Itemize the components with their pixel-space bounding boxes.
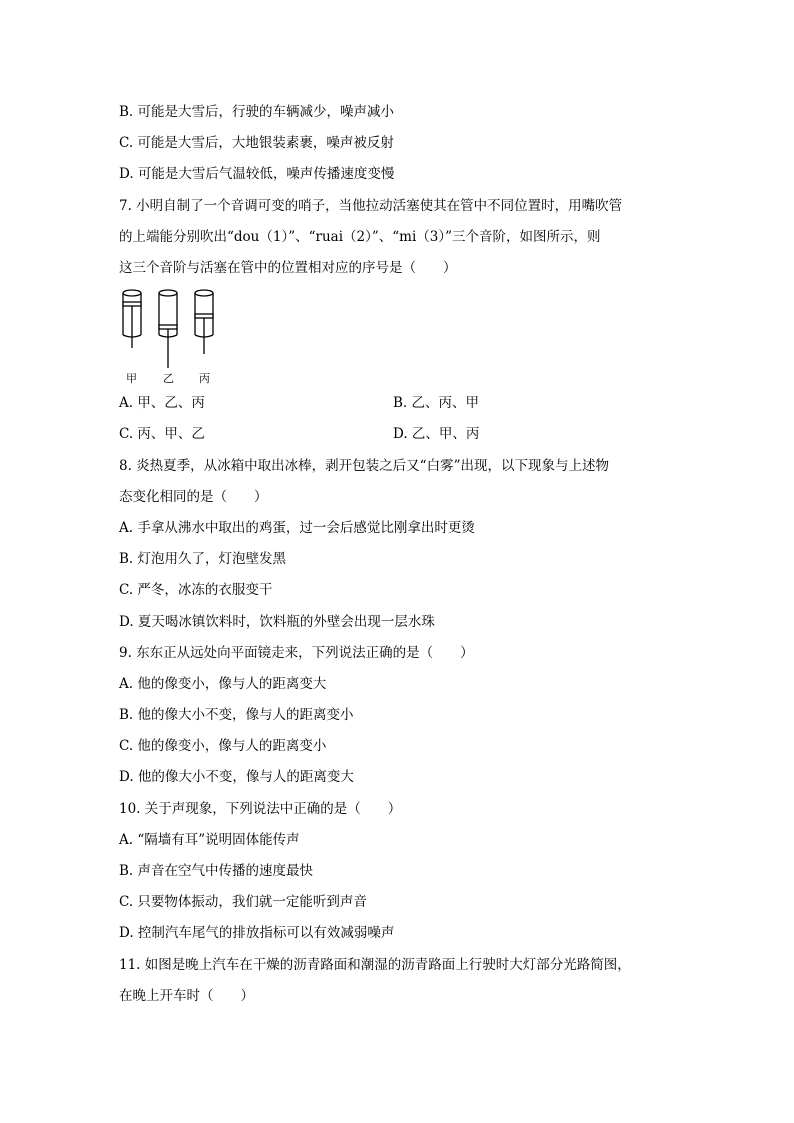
q8-option-d: D. 夏天喝冰镇饮料时，饮料瓶的外壁会出现一层水珠 — [119, 614, 435, 630]
q10-option-d: D. 控制汽车尾气的排放指标可以有效减弱噪声 — [119, 925, 395, 941]
q6-option-c: C. 可能是大雪后，大地银装素裹，噪声被反射 — [119, 135, 394, 151]
q10-option-a: A. “隔墙有耳”说明固体能传声 — [119, 832, 300, 848]
q6-option-d: D. 可能是大雪后气温较低，噪声传播速度变慢 — [119, 166, 395, 182]
q8-stem-line1: 8. 炎热夏季，从冰箱中取出冰棒，剥开包装之后又“白雾”出现，以下现象与上述物 — [119, 458, 609, 474]
q7-option-c: C. 丙、甲、乙 — [119, 426, 205, 442]
q11-stem-line2: 在晚上开车时（ ） — [119, 988, 254, 1004]
q8-option-a: A. 手拿从沸水中取出的鸡蛋，过一会后感觉比刚拿出时更烫 — [119, 520, 475, 536]
q8-option-c: C. 严冬，冰冻的衣服变干 — [119, 582, 273, 598]
tube-jia — [123, 290, 141, 348]
q6-option-b: B. 可能是大雪后，行驶的车辆减少，噪声减小 — [119, 104, 395, 120]
q10-option-b: B. 声音在空气中传播的速度最快 — [119, 863, 314, 879]
q9-option-c: C. 他的像变小，像与人的距离变小 — [119, 738, 327, 754]
q7-stem-line3: 这三个音阶与活塞在管中的位置相对应的序号是（ ） — [119, 260, 457, 276]
q11-stem-line1: 11. 如图是晚上汽车在干燥的沥青路面和潮湿的沥青路面上行驶时大灯部分光路简图， — [119, 957, 631, 973]
q9-option-a: A. 他的像变小，像与人的距离变大 — [119, 676, 327, 692]
fig-label-yi: 乙 — [163, 372, 174, 385]
fig-label-bing: 丙 — [199, 372, 210, 385]
q10-option-c: C. 只要物体振动，我们就一定能听到声音 — [119, 894, 367, 910]
q9-option-b: B. 他的像大小不变，像与人的距离变小 — [119, 707, 354, 723]
q8-stem-line2: 态变化相同的是（ ） — [119, 489, 268, 505]
fig-label-jia: 甲 — [126, 372, 137, 385]
q9-option-d: D. 他的像大小不变，像与人的距离变大 — [119, 769, 354, 785]
tube-bing — [195, 290, 213, 354]
q7-stem-line2: 的上端能分别吹出“dou（1）”、“ruai（2）”、“mi（3）”三个音阶，如图所示，则 — [119, 229, 601, 245]
q9-stem: 9. 东东正从远处向平面镜走来，下列说法正确的是（ ） — [119, 645, 474, 661]
q7-option-a: A. 甲、乙、丙 — [119, 395, 205, 411]
q10-stem: 10. 关于声现象，下列说法中正确的是（ ） — [119, 801, 402, 817]
whistle-tubes-diagram — [118, 286, 228, 386]
tube-yi — [159, 290, 177, 368]
q7-figure-whistle-tubes — [118, 286, 228, 386]
q7-option-b: B. 乙、丙、甲 — [393, 395, 480, 411]
q7-option-d: D. 乙、甲、丙 — [393, 426, 480, 442]
q8-option-b: B. 灯泡用久了，灯泡壁发黑 — [119, 551, 287, 567]
q7-stem-line1: 7. 小明自制了一个音调可变的哨子，当他拉动活塞使其在管中不同位置时，用嘴吹管 — [119, 198, 623, 214]
